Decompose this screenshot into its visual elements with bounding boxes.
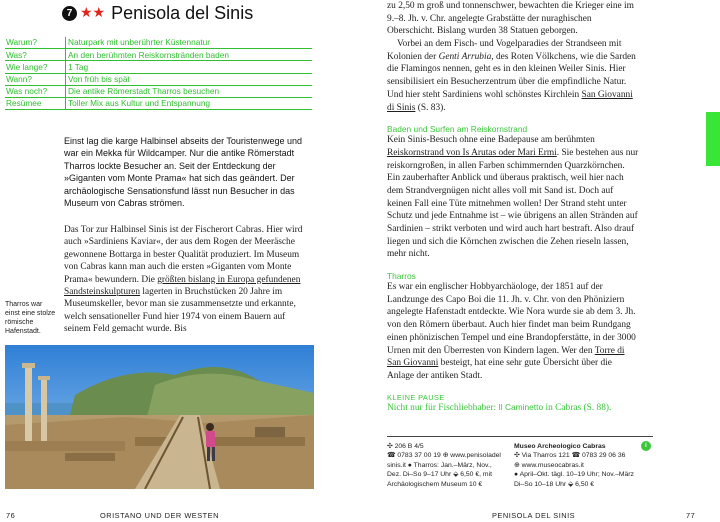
running-head-right: PENISOLA DEL SINIS xyxy=(492,511,576,520)
quick-info-row xyxy=(5,74,312,86)
text-run: Genti Arrubia xyxy=(438,51,492,62)
info-icon: i xyxy=(641,441,651,451)
text-run: besteigt, hat eine sehr gute Übersicht über die Anlage der antiken Stadt. xyxy=(387,358,612,381)
page-number-left: 76 xyxy=(6,511,16,520)
quick-info-label: Resümee xyxy=(6,98,42,109)
info-line: ⊕ www.museocabras.it xyxy=(514,461,584,469)
quick-info-label: Wie lange? xyxy=(6,61,48,72)
text-run: Es war ein englischer Hobbyarchäologe, der 1851 auf der Landzunge des Capo Boi die 11. Jh. v. Chr. von den Phöniziern angelegte Hafenstadt entdeckte. Wie Nora wurde sie ab dem 3. Jh. von den Römern überbaut. Auch hier findet man beim Rundgang einen phönizischen Tempel und eine Brandopferstätte, in der 3000 Urnen mit den Überresten von Kindern lagen. Wer den xyxy=(387,282,636,356)
running-head-left: ORISTANO UND DER WESTEN xyxy=(100,511,219,520)
quick-info-label: Was? xyxy=(6,49,27,60)
paragraph xyxy=(387,134,640,261)
info-line: Di–So 10–18 Uhr ⬙ 6,50 € xyxy=(514,480,595,488)
text-run: , des Roten Völkchens, wie die Sarden die Flamingos nennen, geht es in den kleinen Weiler Sinis. Hier sensibilisiert ein Besucherzentrum über die empfindliche Natur. Und hier steht Sardiniens wohl schönstes Kirchlein xyxy=(387,51,636,100)
photo-caption: Tharros war einst eine stolze römische Hafenstadt. xyxy=(5,301,56,336)
link-san-giovanni[interactable]: San Giovanni di Sinis xyxy=(387,89,633,113)
quick-info-value: Toller Mix aus Kultur und Entspannung xyxy=(68,98,211,109)
info-line: ✣ Via Tharros 121 ☎ 0783 29 06 36 xyxy=(514,452,626,460)
tharros-photo xyxy=(5,345,314,489)
quick-info-value: Die antike Römerstadt Tharros besuchen xyxy=(68,86,220,97)
link-sandstone-sculptures[interactable]: größten bislang in Europa gefundenen Sandsteinskulpturen xyxy=(64,274,301,298)
text-run: Kein Sinis-Besuch ohne eine Badepause am berühmten xyxy=(387,135,595,146)
quick-info-row xyxy=(5,98,312,110)
title-text: Penisola del Sinis xyxy=(111,2,254,23)
link-reiskornstrand[interactable]: Reiskornstrand von Is Arutas oder Mari Ermi xyxy=(387,147,557,158)
quick-info-label: Wann? xyxy=(6,74,32,84)
info-divider xyxy=(387,436,653,437)
text-run: Das Tor zur Halbinsel Sinis ist der Fischerort Cabras. Hier wird auch »Sardiniens Kaviar«, der aus dem Rogen der Meeräsche gewonnene Bottarga in bester Qualität produziert. Im Museum von Cabras kann man auch die ersten »Giganten vom Monte Prama« bewundern. Die xyxy=(64,225,303,285)
section-heading: Tharros xyxy=(387,271,416,282)
body-text-left xyxy=(64,224,314,336)
lead-paragraph: Einst lag die karge Halbinsel abseits der Touristenwege und war ein Mekka für Wildcamper. Nur die antike Römerstadt Tharros lockte Besucher an. Seit der Entdeckung der »Giganten vom Monte Prama« hat sich das geändert. Der archäologische Sensationsfund lässt nun Besucher in das Museum von Cabras strömen. xyxy=(64,136,302,209)
tour-number-badge: 7 xyxy=(62,6,77,21)
paragraph xyxy=(387,281,640,383)
ruins-illustration xyxy=(5,345,314,489)
page-title xyxy=(62,2,253,24)
text-run: in Cabras (S. 88). xyxy=(543,402,612,413)
info-line: Dez. Di–So 9–17 Uhr ⬙ 6,50 €, mit xyxy=(387,471,492,479)
quick-info-row xyxy=(5,61,312,73)
quick-info-row xyxy=(5,86,312,98)
quick-info-value: An den berühmten Reiskornstränden baden xyxy=(68,49,229,60)
text-run: (S. 83). xyxy=(415,102,446,113)
info-line: ✣ 206 B 4/5 xyxy=(387,443,424,450)
info-line: ☎ 0783 37 00 19 ⊕ www.penisoladel xyxy=(387,452,501,460)
text-run: Vorbei an dem Fisch- und Vogelparadies der Strandseen mit Kolonien der xyxy=(387,39,622,62)
pause-heading: KLEINE PAUSE xyxy=(387,392,445,402)
info-box-museum xyxy=(514,442,644,489)
link-torre-san-giovanni[interactable]: Torre di San Giovanni xyxy=(387,345,625,369)
quick-info-value: 1 Tag xyxy=(68,61,89,72)
museum-title: Museo Archeologico Cabras xyxy=(514,443,606,450)
pause-text xyxy=(387,402,640,415)
quick-info-value: Von früh bis spät xyxy=(68,74,130,84)
quick-info-row xyxy=(5,37,312,49)
quick-info-label: Warum? xyxy=(6,37,38,48)
chapter-tab xyxy=(706,112,720,166)
quick-info-label: Was noch? xyxy=(6,86,48,97)
section-heading: Baden und Surfen am Reiskornstrand xyxy=(387,124,528,135)
text-run: lagerten in Bruchstücken 20 Jahre im Museumskeller, bevor man sie zusammensetzte und erkannte, welch sensationeller Fund hier 1974 von einem Bauern auf seinem Feld gemacht wurde. Bis xyxy=(64,287,296,335)
rating-stars: ★★ xyxy=(80,5,106,21)
info-line: ● April–Okt. tägl. 10–19 Uhr; Nov.–März xyxy=(514,471,634,479)
restaurant-name: Il Caminetto xyxy=(498,401,544,412)
info-box-sinis xyxy=(387,442,505,489)
info-line: sinis.it ● Tharros: Jan.–März, Nov., xyxy=(387,461,492,469)
text-run: Nicht nur für Fischliebhaber: xyxy=(387,402,499,413)
info-line: Archäologischem Museum 10 € xyxy=(387,480,483,488)
quick-info-table xyxy=(5,37,312,110)
quick-info-value: Naturpark mit unberührter Küstennatur xyxy=(68,37,211,48)
paragraph xyxy=(387,38,640,114)
body-text-right xyxy=(387,0,640,414)
text-run: . Sie bestehen aus nur reiskorngroßen, in allen Farben schimmernden Quarzkörnchen. Ein zauberhafter Anblick und überaus praktisch, weil hier nach dem Strandvergnügen nicht alles voll mit Sand ist. Doch auf keinen Fall eine Tüte mitnehmen wollen! Der Strand steht unter Schutz und jede Entnahme ist – wie übrigens an allen Stränden auf Sardinien – strikt verboten und wird auch hart bestraft. Also drauf liegen und sich die Körnchen zwischen die Zehen rieseln lassen, mehr nicht. xyxy=(387,147,639,260)
page-number-right: 77 xyxy=(686,511,696,520)
quick-info-row xyxy=(5,49,312,61)
paragraph: zu 2,50 m groß und tonnenschwer, bewachten die Krieger eine im 9.–8. Jh. v. Chr. angelegte Grabstätte der nuraghischen Oberschicht. Bislang wurden 38 Statuen geborgen. xyxy=(387,1,634,37)
